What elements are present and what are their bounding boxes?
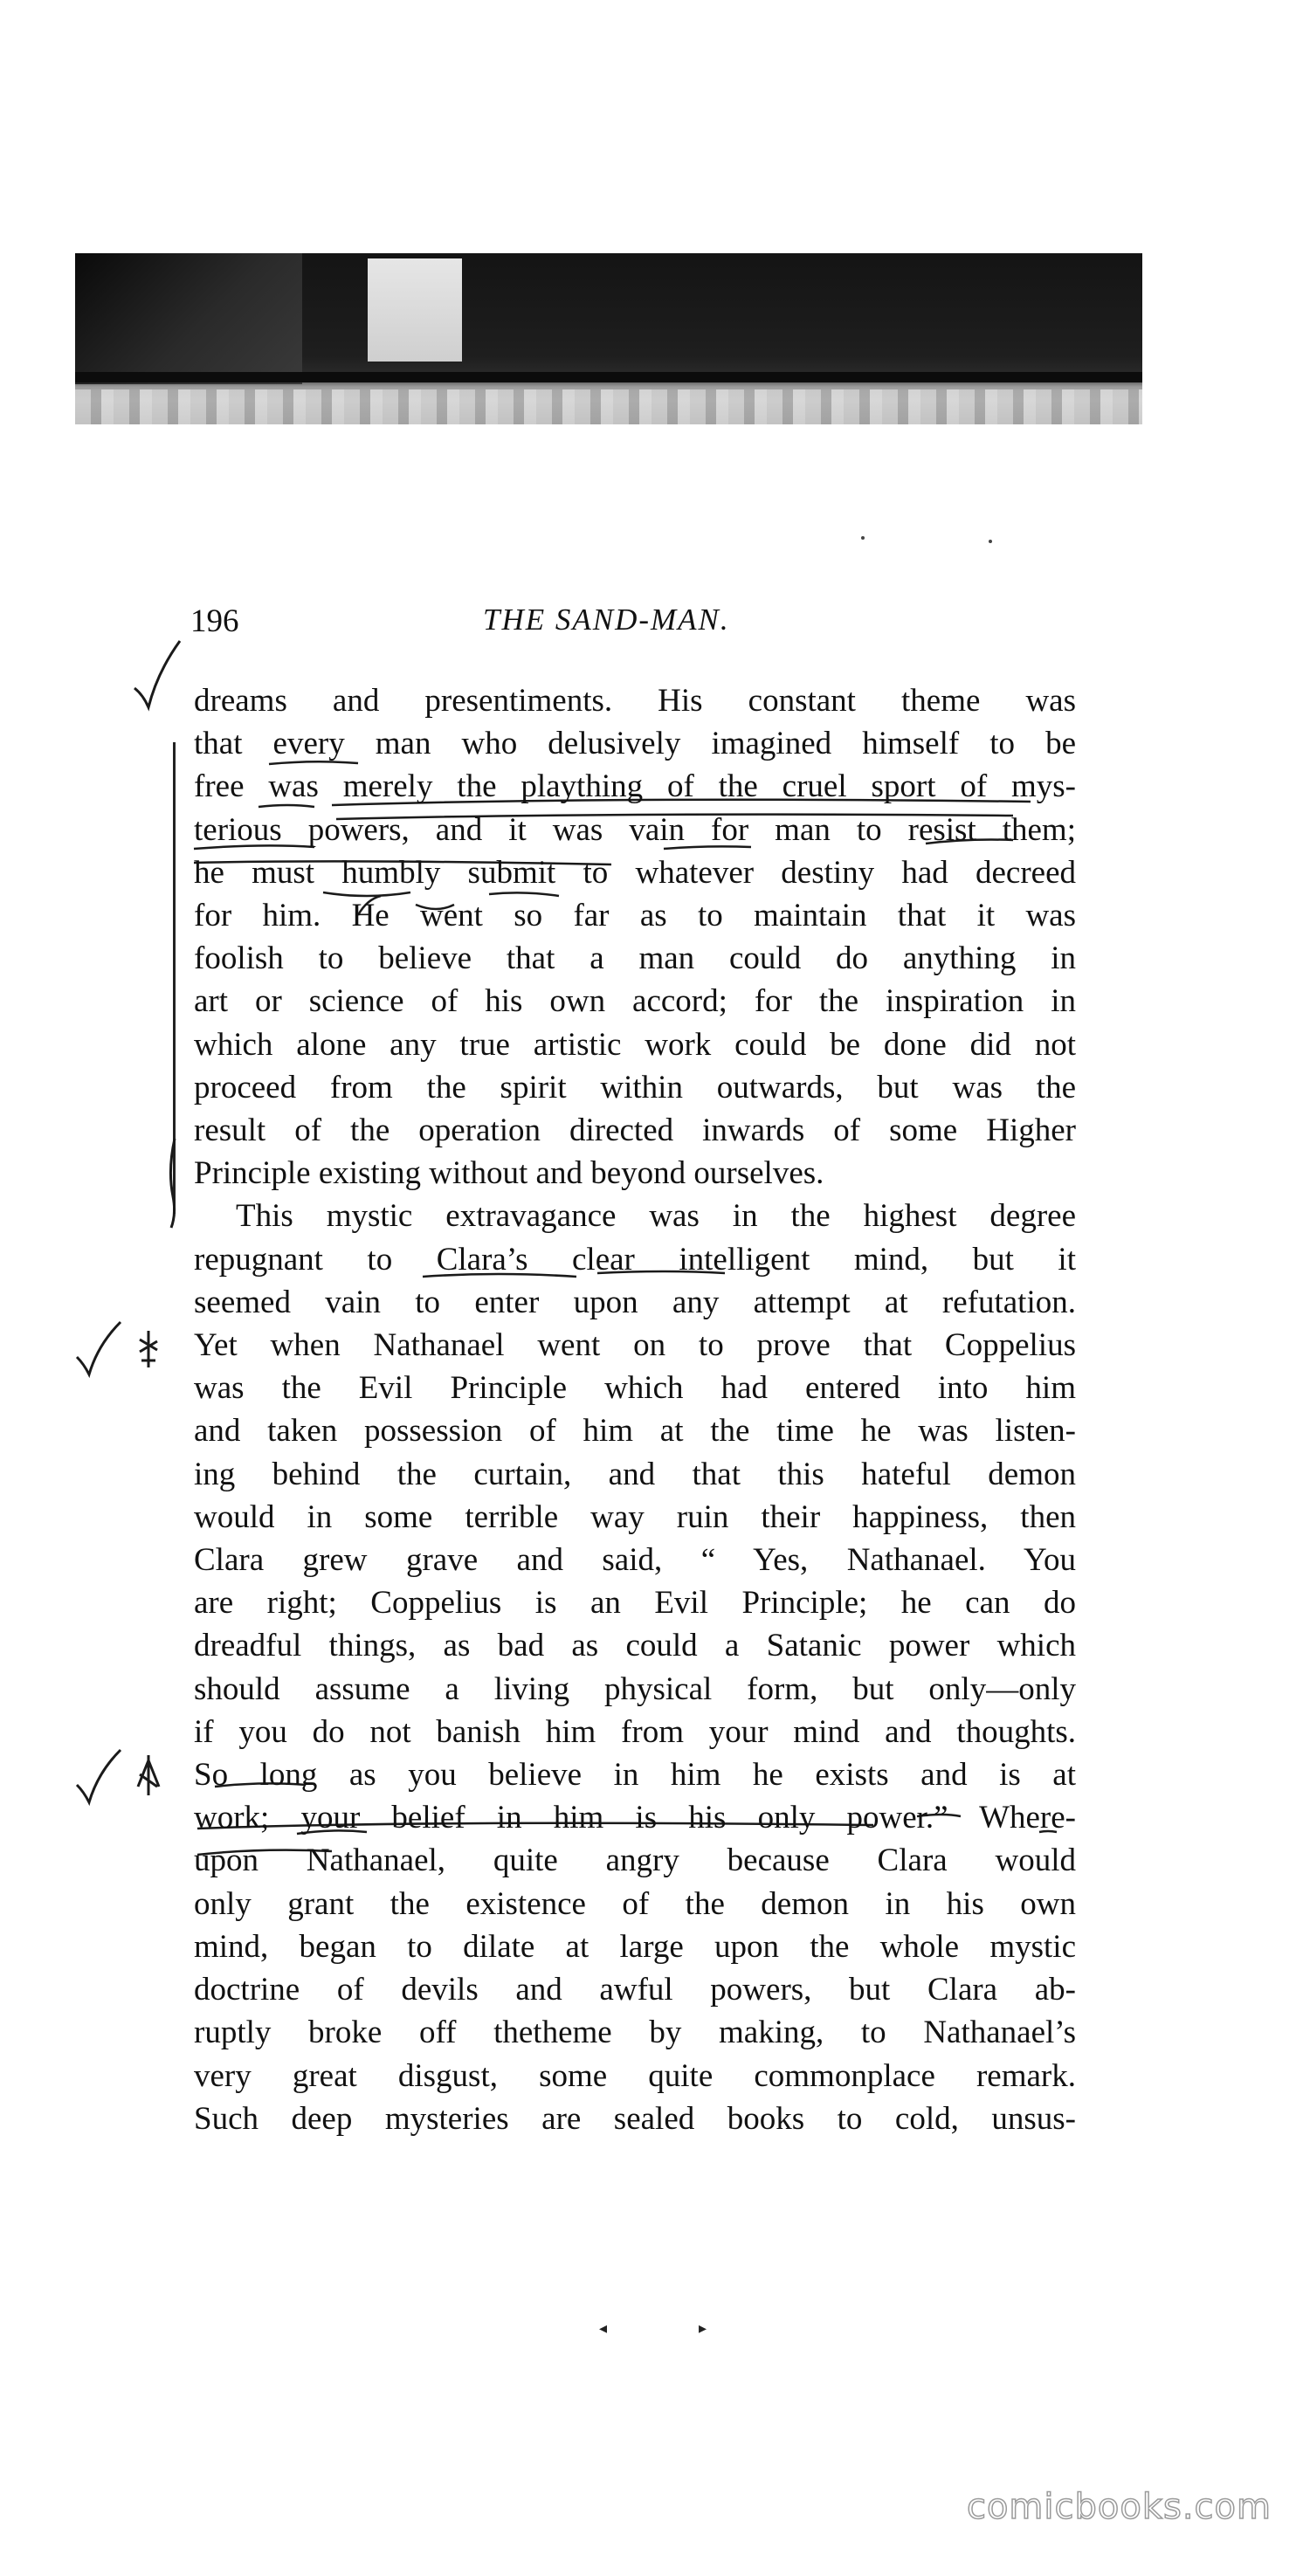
text-line: Principle existing without and beyond ourselves. bbox=[194, 1155, 824, 1192]
text-line: dreadful things, as bad as could a Satanic power which bbox=[194, 1628, 1076, 1664]
text-line: dreams and presentiments. His constant theme was bbox=[194, 683, 1076, 719]
watermark: comicbooks.com bbox=[966, 2487, 1272, 2527]
text-line: very great disgust, some quite commonplace remark. bbox=[194, 2057, 1076, 2094]
text-line: only grant the existence of the demon in his own bbox=[194, 1885, 1076, 1922]
text-line: repugnant to Clara’s clear intelligent mind, but it bbox=[194, 1241, 1076, 1278]
body-text bbox=[194, 679, 1076, 2140]
text-line: doctrine of devils and awful powers, but Clara ab- bbox=[194, 1972, 1076, 2008]
text-line: work; your belief in him is his only power.” Where- bbox=[194, 1800, 1076, 1836]
text-line: would in some terrible way ruin their happiness, then bbox=[194, 1498, 1076, 1535]
text-line: seemed vain to enter upon any attempt at refutation. bbox=[194, 1284, 1076, 1320]
text-line: should assume a living physical form, but only—only bbox=[194, 1670, 1076, 1707]
footer-mark-left: ◂ bbox=[599, 2319, 608, 2337]
page-number: 196 bbox=[190, 603, 239, 639]
text-line: Such deep mysteries are sealed books to cold, unsus- bbox=[194, 2100, 1076, 2137]
text-line: free was merely the plaything of the cruel sport of mys- bbox=[194, 768, 1076, 805]
text-line: ing behind the curtain, and that this hateful demon bbox=[194, 1456, 1076, 1492]
text-line: ruptly broke off thetheme by making, to Nathanael’s bbox=[194, 2015, 1076, 2051]
text-line: that every man who delusively imagined himself to be bbox=[194, 726, 1076, 762]
text-line: terious powers, and it was vain for man to resist them; bbox=[194, 811, 1076, 848]
text-line: he must humbly submit to whatever destiny had decreed bbox=[194, 854, 1076, 891]
text-line: mind, began to dilate at large upon the whole mystic bbox=[194, 1928, 1076, 1965]
text-line: foolish to believe that a man could do anything in bbox=[194, 940, 1076, 977]
text-line: proceed from the spirit within outwards, but was the bbox=[194, 1069, 1076, 1105]
text-line: if you do not banish him from your mind and thoughts. bbox=[194, 1713, 1076, 1750]
text-line: Yet when Nathanael went on to prove that Coppelius bbox=[194, 1327, 1076, 1364]
running-title: THE SAND-MAN. bbox=[483, 603, 730, 637]
text-line: was the Evil Principle which had entered into him bbox=[194, 1370, 1076, 1407]
text-line: This mystic extravagance was in the highest degree bbox=[236, 1198, 1076, 1235]
text-line: for him. He went so far as to maintain that it was bbox=[194, 898, 1076, 934]
text-line: which alone any true artistic work could be done did not bbox=[194, 1026, 1076, 1063]
text-line: art or science of his own accord; for the inspiration in bbox=[194, 983, 1076, 1020]
text-line: Clara grew grave and said, “ Yes, Nathanael. You bbox=[194, 1542, 1076, 1579]
text-line: and taken possession of him at the time he was listen- bbox=[194, 1413, 1076, 1450]
text-line: upon Nathanael, quite angry because Clara would bbox=[194, 1842, 1076, 1879]
text-line: result of the operation directed inwards of some Higher bbox=[194, 1112, 1076, 1149]
text-line: So long as you believe in him he exists and is at bbox=[194, 1757, 1076, 1794]
footer-mark-right: ▸ bbox=[699, 2319, 707, 2337]
text-line: are right; Coppelius is an Evil Principle; he can do bbox=[194, 1585, 1076, 1622]
